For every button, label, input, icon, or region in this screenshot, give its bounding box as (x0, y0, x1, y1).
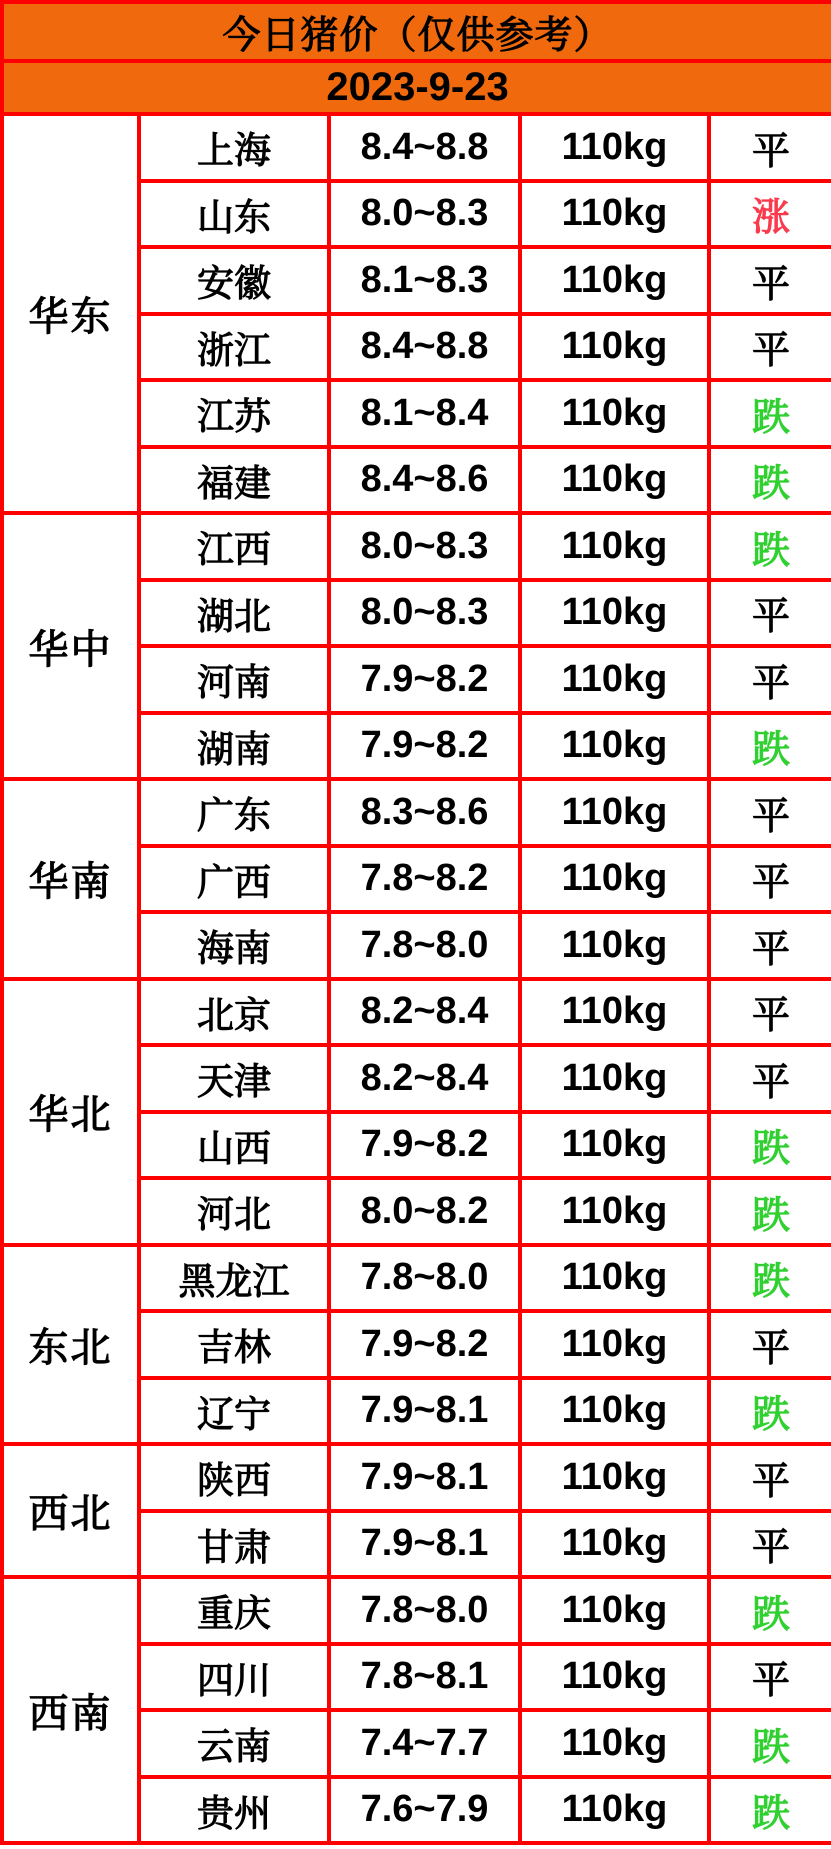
region-cell: 华南 (2, 779, 139, 979)
province-cell: 福建 (139, 447, 329, 514)
province-cell: 山东 (139, 181, 329, 248)
region-cell: 华中 (2, 513, 139, 779)
status-cell: 跌 (709, 1245, 831, 1312)
weight-cell: 110kg (520, 1378, 709, 1445)
status-cell: 跌 (709, 713, 831, 780)
status-cell: 跌 (709, 1777, 831, 1844)
price-cell: 7.8~8.0 (329, 1577, 520, 1644)
price-cell: 8.3~8.6 (329, 779, 520, 846)
province-cell: 安徽 (139, 247, 329, 314)
status-cell: 平 (709, 1311, 831, 1378)
status-cell: 跌 (709, 1378, 831, 1445)
status-cell: 跌 (709, 447, 831, 514)
price-cell: 8.4~8.8 (329, 314, 520, 381)
status-cell: 平 (709, 1644, 831, 1711)
status-cell: 平 (709, 912, 831, 979)
weight-cell: 110kg (520, 513, 709, 580)
province-cell: 广东 (139, 779, 329, 846)
table-row (2, 779, 831, 846)
status-cell: 平 (709, 247, 831, 314)
province-cell: 甘肃 (139, 1511, 329, 1578)
weight-cell: 110kg (520, 979, 709, 1046)
weight-cell: 110kg (520, 1311, 709, 1378)
status-cell: 平 (709, 646, 831, 713)
price-cell: 8.2~8.4 (329, 979, 520, 1046)
province-cell: 黑龙江 (139, 1245, 329, 1312)
price-cell: 8.0~8.3 (329, 580, 520, 647)
weight-cell: 110kg (520, 247, 709, 314)
region-cell: 东北 (2, 1245, 139, 1445)
province-cell: 北京 (139, 979, 329, 1046)
price-cell: 7.9~8.2 (329, 1112, 520, 1179)
price-cell: 7.8~8.2 (329, 846, 520, 913)
price-cell: 7.8~8.0 (329, 1245, 520, 1312)
weight-cell: 110kg (520, 779, 709, 846)
status-cell: 涨 (709, 181, 831, 248)
price-cell: 7.9~8.1 (329, 1511, 520, 1578)
province-cell: 河北 (139, 1178, 329, 1245)
province-cell: 四川 (139, 1644, 329, 1711)
status-cell: 平 (709, 779, 831, 846)
weight-cell: 110kg (520, 1777, 709, 1844)
price-table-body (2, 2, 831, 1843)
weight-cell: 110kg (520, 447, 709, 514)
price-cell: 7.9~8.2 (329, 646, 520, 713)
price-cell: 8.2~8.4 (329, 1045, 520, 1112)
table-row (2, 114, 831, 181)
weight-cell: 110kg (520, 1045, 709, 1112)
table-row (2, 513, 831, 580)
weight-cell: 110kg (520, 181, 709, 248)
table-row (2, 1245, 831, 1312)
price-cell: 8.1~8.3 (329, 247, 520, 314)
province-cell: 辽宁 (139, 1378, 329, 1445)
price-cell: 7.9~8.2 (329, 1311, 520, 1378)
price-cell: 7.8~8.1 (329, 1644, 520, 1711)
region-cell: 华北 (2, 979, 139, 1245)
province-cell: 吉林 (139, 1311, 329, 1378)
region-cell: 华东 (2, 114, 139, 513)
table-row (2, 979, 831, 1046)
province-cell: 上海 (139, 114, 329, 181)
price-cell: 8.4~8.8 (329, 114, 520, 181)
status-cell: 平 (709, 979, 831, 1046)
weight-cell: 110kg (520, 1444, 709, 1511)
status-cell: 跌 (709, 1710, 831, 1777)
province-cell: 江苏 (139, 380, 329, 447)
weight-cell: 110kg (520, 1112, 709, 1179)
status-cell: 平 (709, 114, 831, 181)
province-cell: 山西 (139, 1112, 329, 1179)
province-cell: 湖南 (139, 713, 329, 780)
price-cell: 8.0~8.3 (329, 181, 520, 248)
province-cell: 江西 (139, 513, 329, 580)
price-cell: 7.9~8.2 (329, 713, 520, 780)
status-cell: 平 (709, 1045, 831, 1112)
weight-cell: 110kg (520, 912, 709, 979)
weight-cell: 110kg (520, 1511, 709, 1578)
date-bar (2, 61, 831, 114)
province-cell: 贵州 (139, 1777, 329, 1844)
table-row (2, 1577, 831, 1644)
price-cell: 7.9~8.1 (329, 1378, 520, 1445)
weight-cell: 110kg (520, 1178, 709, 1245)
price-cell: 8.4~8.6 (329, 447, 520, 514)
price-cell: 7.9~8.1 (329, 1444, 520, 1511)
price-cell: 8.1~8.4 (329, 380, 520, 447)
weight-cell: 110kg (520, 314, 709, 381)
status-cell: 平 (709, 1444, 831, 1511)
weight-cell: 110kg (520, 646, 709, 713)
status-cell: 平 (709, 846, 831, 913)
weight-cell: 110kg (520, 1710, 709, 1777)
weight-cell: 110kg (520, 580, 709, 647)
province-cell: 广西 (139, 846, 329, 913)
status-cell: 跌 (709, 380, 831, 447)
weight-cell: 110kg (520, 380, 709, 447)
date-label: 2023-9-23 (2, 61, 831, 114)
province-cell: 海南 (139, 912, 329, 979)
price-cell: 7.8~8.0 (329, 912, 520, 979)
price-cell: 7.4~7.7 (329, 1710, 520, 1777)
status-cell: 平 (709, 580, 831, 647)
weight-cell: 110kg (520, 114, 709, 181)
province-cell: 重庆 (139, 1577, 329, 1644)
page-title: 今日猪价（仅供参考） (2, 2, 831, 61)
weight-cell: 110kg (520, 1577, 709, 1644)
region-cell: 西北 (2, 1444, 139, 1577)
status-cell: 平 (709, 1511, 831, 1578)
table-row (2, 1444, 831, 1511)
province-cell: 陕西 (139, 1444, 329, 1511)
province-cell: 云南 (139, 1710, 329, 1777)
title-bar (2, 2, 831, 61)
province-cell: 河南 (139, 646, 329, 713)
status-cell: 跌 (709, 513, 831, 580)
weight-cell: 110kg (520, 846, 709, 913)
region-cell: 西南 (2, 1577, 139, 1843)
weight-cell: 110kg (520, 1245, 709, 1312)
province-cell: 浙江 (139, 314, 329, 381)
weight-cell: 110kg (520, 713, 709, 780)
province-cell: 天津 (139, 1045, 329, 1112)
status-cell: 跌 (709, 1112, 831, 1179)
status-cell: 跌 (709, 1577, 831, 1644)
price-cell: 7.6~7.9 (329, 1777, 520, 1844)
status-cell: 平 (709, 314, 831, 381)
status-cell: 跌 (709, 1178, 831, 1245)
province-cell: 湖北 (139, 580, 329, 647)
price-cell: 8.0~8.2 (329, 1178, 520, 1245)
weight-cell: 110kg (520, 1644, 709, 1711)
price-cell: 8.0~8.3 (329, 513, 520, 580)
